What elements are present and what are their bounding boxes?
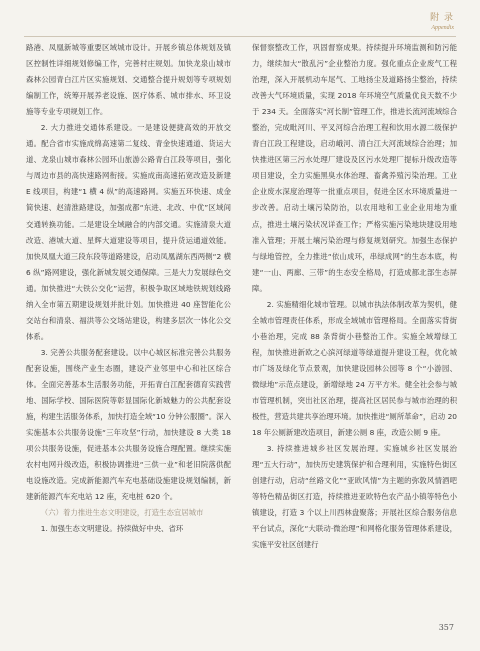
paragraph: 1. 加强生态文明建设。持续做好中央、省环	[40, 524, 184, 534]
page-header	[430, 13, 454, 32]
paragraph: 路港、凤凰新城等重要区域城市设计。开展乡镇总体规划及镇区控制性详细规划修编工作，完善村庄规划。加快龙泉山城市森林公园青白江片区实施规划、交通整合提升规划等专项规划编制工作，统筹开展养老设施、医疗体系、城市排水、环卫设施等专业专项规划工作。	[26, 43, 231, 117]
paragraph: 保督察整改工作，巩固督察成果。持续提升环境监测和防污能力，继续加大“散乱污”企业整治力度。强化重点企业废气工程治理，深入开展机动车尾气、工地扬尘及道路扬尘整治，持续改善大气环境质量，实现 2018 年环境空气质量优良天数不少于 234 天。全面落实“河长制”管理工作，推进长流河流域综合整治，完成毗河川、平叉河综合治理工程和饮用水源二级保护青白江段工程建设，启动峨河、清白江大河流域综合治理；加快推进区第三污水处理厂建设及区污水处理厂提标升级改造等项目建设，全力实施黑臭水体治理、畜禽养殖污染治理。工业企业废水深度治理等一批重点项目，促进全区水环境质量进一步改善。启动土壤污染防治，以农用地和工业企业用地为重点，推进土壤污染状况详查工作；严格实施污染地块建设用地准入管理；开展土壤污染治理与修复规划研究。加强生态保护与绿地管控，全力推进“依山成环，串绿成网”的生态本底，构建“一山、两廊、三带”的生态安全格局，打造成都北部生态屏障。	[252, 43, 457, 293]
header-subtitle: Appendix	[431, 25, 454, 31]
left-column	[26, 40, 231, 537]
paragraph: 2. 实施精细化城市管理。以城市执法体制改革为契机，健全城市管理责任体系，形成全域城市管理格局。全面落实背街小巷治理，完成 88 条背街小巷整治工作。实施全域增绿工程，加快推进新欧之心滨河绿道等绿道提升建设工程，优化城市广场及绿化节点景观，加快建设园林公园等 8 个“小游园、微绿地”示范点建设，新增绿地 24 万平方米。健全社会参与城市管理机制，突出社区治理，提高社区居民参与城市治理的积极性，营造共建共享治理环境。加快推进“厕所革命”，启动 2018 年公厕新建改造项目，新建公厕 8 座，改造公厕 9 座。	[252, 299, 457, 438]
paragraph: 2. 大力推进交通体系建设。一是建设便捷高效的开放交通。配合省市实施成绵高速第二复线、青金快速通道、货运大道、龙泉山城市森林公园环山旅游公路青白江段等项目，强化与周边市县的高快速路网衔接。实施成南高速拓宽改造及新建 E 线项目，构建“1 横 4 纵”的高速路网。实施五环快速、成金简快速、赵清淮路建设，加强成都“东进、北改、中优”区域间交通转换功能。二是建设全域融合的内部交通。实施清泉大道改造、港城大道、星辉大道建设等项目，提升货运通道效能。加快凤凰大道三段东段等道路建设，启动凤凰湖东西两侧“2 横 6 纵”路网建设，强化新城发展交通保障。三是大力发展绿色交通。加快推进“大铁公交化”运营，积极争取区域地铁规划线路纳入全市第五期建设规划并批计划。加快推进 40 座智能化公交站台和清泉、福洪等公交场站建设，构建多层次一体化公交体系。	[26, 123, 231, 341]
right-column	[252, 40, 457, 554]
header-title: 附 录	[430, 13, 454, 23]
page-number: 357	[438, 623, 454, 632]
paragraph: 3. 完善公共服务配套建设。以中心城区标准完善公共服务配套设施，围绕产业生态圈，建设产业邻里中心和社区综合体。全面完善基本生活服务功能，开拓青白江配套德育实践营地、国际学校、国际医院等彰显国际化新城魅力的公共配套设施，构建生活服务体系，加快打造全域“10 分钟公服圈”。深入实施基本公共服务设施“三年攻坚”行动，加快建设 8 大类 18 项公共服务设施，促进基本公共服务设施合理配置。继续实施农村电网升级改造，积极协调推进“三供一业”和老旧院落供配电设施改造。完成新能源汽车充电基础设施建设规划编制，新建新能源汽车充电站 12 座，充电桩 620 个。	[26, 347, 231, 502]
header-rule	[24, 36, 456, 37]
paragraph: 3. 持续推进城乡社区发展治理。实施城乡社区发展治理“五大行动”，加快历史建筑保护和合理利用，实施特色街区创建行动，启动“丝路文化”“亚欧风情”为主题的弥敦风情酒吧等特色精品街区打造，持续推进亚欧特色农产品小镇等特色小镇建设，打造 3 个以上川西林盘聚落；开展社区综合服务信息平台试点，深化“大联动·微治理”和网格化服务管理体系建设，实施平安社区创建行	[252, 444, 457, 550]
section-heading: （六）着力推进生态文明建设，打造生态宜居城市	[40, 508, 204, 518]
